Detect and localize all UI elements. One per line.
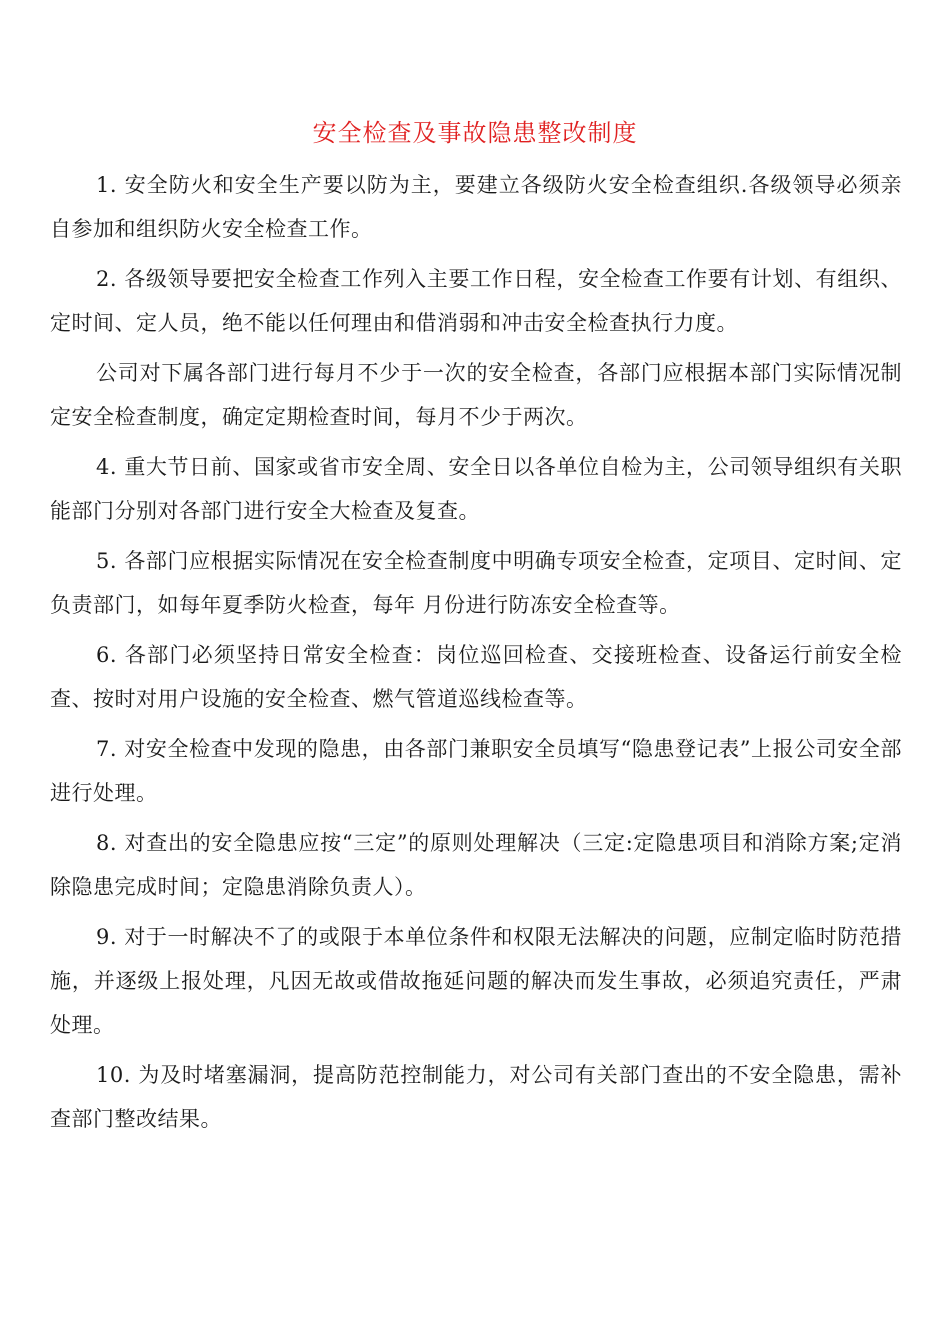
paragraph-1: 1. 安全防火和安全生产要以防为主，要建立各级防火安全检查组织.各级领导必须亲自参加和组织防火安全检查工作。 — [50, 173, 902, 241]
paragraph-4: 4. 重大节日前、国家或省市安全周、安全日以各单位自检为主，公司领导组织有关职能部门分别对各部门进行安全大检查及复查。 — [50, 455, 902, 523]
paragraph-8: 8. 对查出的安全隐患应按“三定”的原则处理解决（三定:定隐患项目和消除方案;定消除隐患完成时间；定隐患消除负责人）。 — [50, 831, 902, 899]
document-title: 安全检查及事故隐患整改制度 — [312, 119, 638, 147]
paragraph-6: 6. 各部门必须坚持日常安全检查：岗位巡回检查、交接班检查、设备运行前安全检查、按时对用户设施的安全检查、燃气管道巡线检查等。 — [50, 643, 902, 711]
paragraph-10: 10. 为及时堵塞漏洞，提高防范控制能力，对公司有关部门查出的不安全隐患，需补查部门整改结果。 — [50, 1063, 902, 1131]
document-body — [50, 163, 902, 1147]
paragraph-7: 7. 对安全检查中发现的隐患，由各部门兼职安全员填写“隐患登记表”上报公司安全部进行处理。 — [50, 737, 902, 805]
paragraph-2: 2. 各级领导要把安全检查工作列入主要工作日程，安全检查工作要有计划、有组织、定时间、定人员，绝不能以任何理由和借消弱和冲击安全检查执行力度。 — [50, 267, 902, 335]
paragraph-9: 9. 对于一时解决不了的或限于本单位条件和权限无法解决的问题，应制定临时防范措施，并逐级上报处理，凡因无故或借故拖延问题的解决而发生事故，必须追究责任，严肃处理。 — [50, 925, 902, 1037]
paragraph-3: 公司对下属各部门进行每月不少于一次的安全检查，各部门应根据本部门实际情况制定安全检查制度，确定定期检查时间，每月不少于两次。 — [50, 361, 902, 429]
paragraph-5: 5. 各部门应根据实际情况在安全检查制度中明确专项安全检查，定项目、定时间、定负责部门，如每年夏季防火检查，每年 月份进行防冻安全检查等。 — [50, 549, 902, 617]
